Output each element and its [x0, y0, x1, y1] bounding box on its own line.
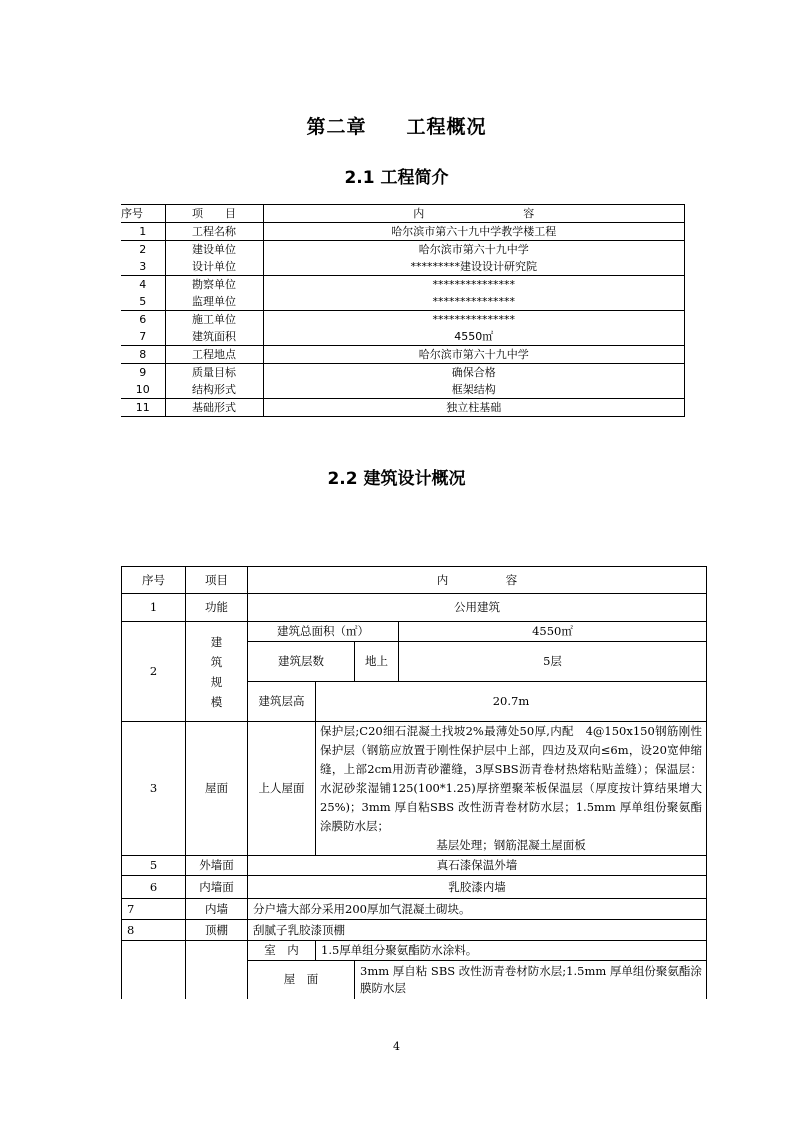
row-content: 内 容: [263, 205, 685, 223]
row-no: 2: [122, 622, 186, 722]
row-item: 工程名称: [165, 223, 263, 241]
table-row: [121, 223, 685, 241]
row-item: [186, 941, 248, 999]
table-row: [121, 311, 685, 329]
area-label: 建筑总面积（㎡）: [248, 622, 399, 642]
row-content: 哈尔滨市第六十九中学教学楼工程: [263, 223, 685, 241]
section-2-title: 2.2 建筑设计概况: [327, 469, 466, 489]
row-item: 内墙: [186, 899, 248, 920]
row-content: 真石漆保温外墙: [248, 856, 707, 876]
table-row: [122, 622, 707, 642]
row-content: 哈尔滨市第六十九中学: [263, 241, 685, 259]
row-item: 监理单位: [165, 293, 263, 311]
scale-label: 建 筑 规 模: [186, 622, 248, 722]
row-no: 9: [121, 364, 165, 382]
row-no: 8: [122, 920, 186, 941]
row-no: 7: [122, 899, 186, 920]
height-label: 建筑层高: [248, 682, 316, 722]
table-row: [122, 856, 707, 876]
row-no: 11: [121, 399, 165, 417]
row-no: 8: [121, 346, 165, 364]
row-content: 4550㎡: [263, 328, 685, 346]
table-header-row: [122, 567, 707, 594]
table-row: [122, 722, 707, 856]
header-item: 项目: [186, 567, 248, 594]
table-row: [121, 364, 685, 382]
row-no: 3: [122, 722, 186, 856]
row-content: 哈尔滨市第六十九中学: [263, 346, 685, 364]
row-content: 框架结构: [263, 381, 685, 399]
row-no: 序号: [121, 205, 165, 223]
floors-value: 5层: [399, 642, 707, 682]
table-row: [122, 920, 707, 941]
roof-label: 屋 面: [248, 961, 355, 999]
row-no: 6: [122, 876, 186, 899]
project-summary-table: [121, 204, 685, 417]
row-item: 建设单位: [165, 241, 263, 259]
roof-value: 3mm 厚自粘 SBS 改性沥青卷材防水层;1.5mm 厚单组份聚氨酯涂膜防水层: [355, 961, 707, 999]
row-no: 3: [139, 260, 147, 273]
row-content: 乳胶漆内墙: [248, 876, 707, 899]
roof-spec: 保护层;C20细石混凝土找坡2%最薄处50厚,内配 4@150x150钢筋刚性保护层（钢筋应放置于刚性保护层中上部，四边及双向≤6m，设20宽伸缩缝，上部2cm用沥青砂灌缝，3厚SBS沥青卷材热熔粘贴盖缝）；保温层：水泥砂浆湿铺125(100*1.25)厚挤塑聚苯板保温层（厚度按计算结果增大 25%)；3mm 厚自粘SBS 改性沥青卷材防水层；1.5mm 厚单组份聚氨酯涂膜防水层； 基层处理；钢筋混凝土屋面板: [316, 722, 707, 856]
floors-sub: 地上: [355, 642, 399, 682]
row-item: 项 目: [165, 205, 263, 223]
row-item: 设计单位: [165, 258, 263, 276]
height-value: 20.7m: [316, 682, 707, 722]
table-row: [121, 399, 685, 417]
row-no: 10: [135, 383, 150, 396]
row-no: 7: [139, 330, 147, 343]
row-item: 内墙面: [186, 876, 248, 899]
table-row: [122, 941, 707, 961]
row-item: 工程地点: [165, 346, 263, 364]
row-item: 勘察单位: [165, 276, 263, 294]
roof-type: 上人屋面: [248, 722, 316, 856]
row-no: 1: [121, 223, 165, 241]
chapter-title: 第二章 工程概况: [306, 116, 487, 138]
row-item: 屋面: [186, 722, 248, 856]
page-number: 4: [393, 1040, 400, 1053]
table-row: [121, 276, 685, 294]
row-content: 确保合格: [263, 364, 685, 382]
section-1-title: 2.1 工程简介: [344, 168, 449, 188]
table-row: [122, 876, 707, 899]
row-item: 顶棚: [186, 920, 248, 941]
table-header-row: [121, 205, 685, 223]
row-content: ***************: [263, 311, 685, 329]
table-row: [122, 899, 707, 920]
row-item: 结构形式: [165, 381, 263, 399]
table-row: [122, 594, 707, 622]
indoor-value: 1.5厚单组分聚氨酯防水涂料。: [316, 941, 707, 961]
header-no: 序号: [122, 567, 186, 594]
table-row: [121, 381, 685, 399]
table-row: [121, 328, 685, 346]
table-row: [121, 293, 685, 311]
header-content: 内 容: [248, 567, 707, 594]
row-item: 功能: [186, 594, 248, 622]
row-content: 公用建筑: [248, 594, 707, 622]
area-value: 4550㎡: [399, 622, 707, 642]
row-item: 施工单位: [165, 311, 263, 329]
floors-label: 建筑层数: [248, 642, 355, 682]
row-content: *********建设设计研究院: [263, 258, 685, 276]
table-row: [121, 258, 685, 276]
row-no: 6: [121, 311, 165, 329]
row-content: 分户墙大部分采用200厚加气混凝土砌块。: [248, 899, 707, 920]
table-row: [121, 241, 685, 259]
row-item: 基础形式: [165, 399, 263, 417]
row-no: 4: [121, 276, 165, 294]
indoor-label: 室 内: [248, 941, 316, 961]
row-no: [122, 941, 186, 999]
row-item: 质量目标: [165, 364, 263, 382]
row-no: 1: [122, 594, 186, 622]
row-no: 5: [139, 295, 147, 308]
row-item: 建筑面积: [165, 328, 263, 346]
row-no: 2: [121, 241, 165, 259]
row-content: ***************: [263, 276, 685, 294]
row-item: 外墙面: [186, 856, 248, 876]
row-content: 刮腻子乳胶漆顶棚: [248, 920, 707, 941]
table-row: [121, 346, 685, 364]
row-content: ***************: [263, 293, 685, 311]
row-content: 独立柱基础: [263, 399, 685, 417]
architecture-design-table: [121, 566, 707, 999]
row-no: 5: [122, 856, 186, 876]
